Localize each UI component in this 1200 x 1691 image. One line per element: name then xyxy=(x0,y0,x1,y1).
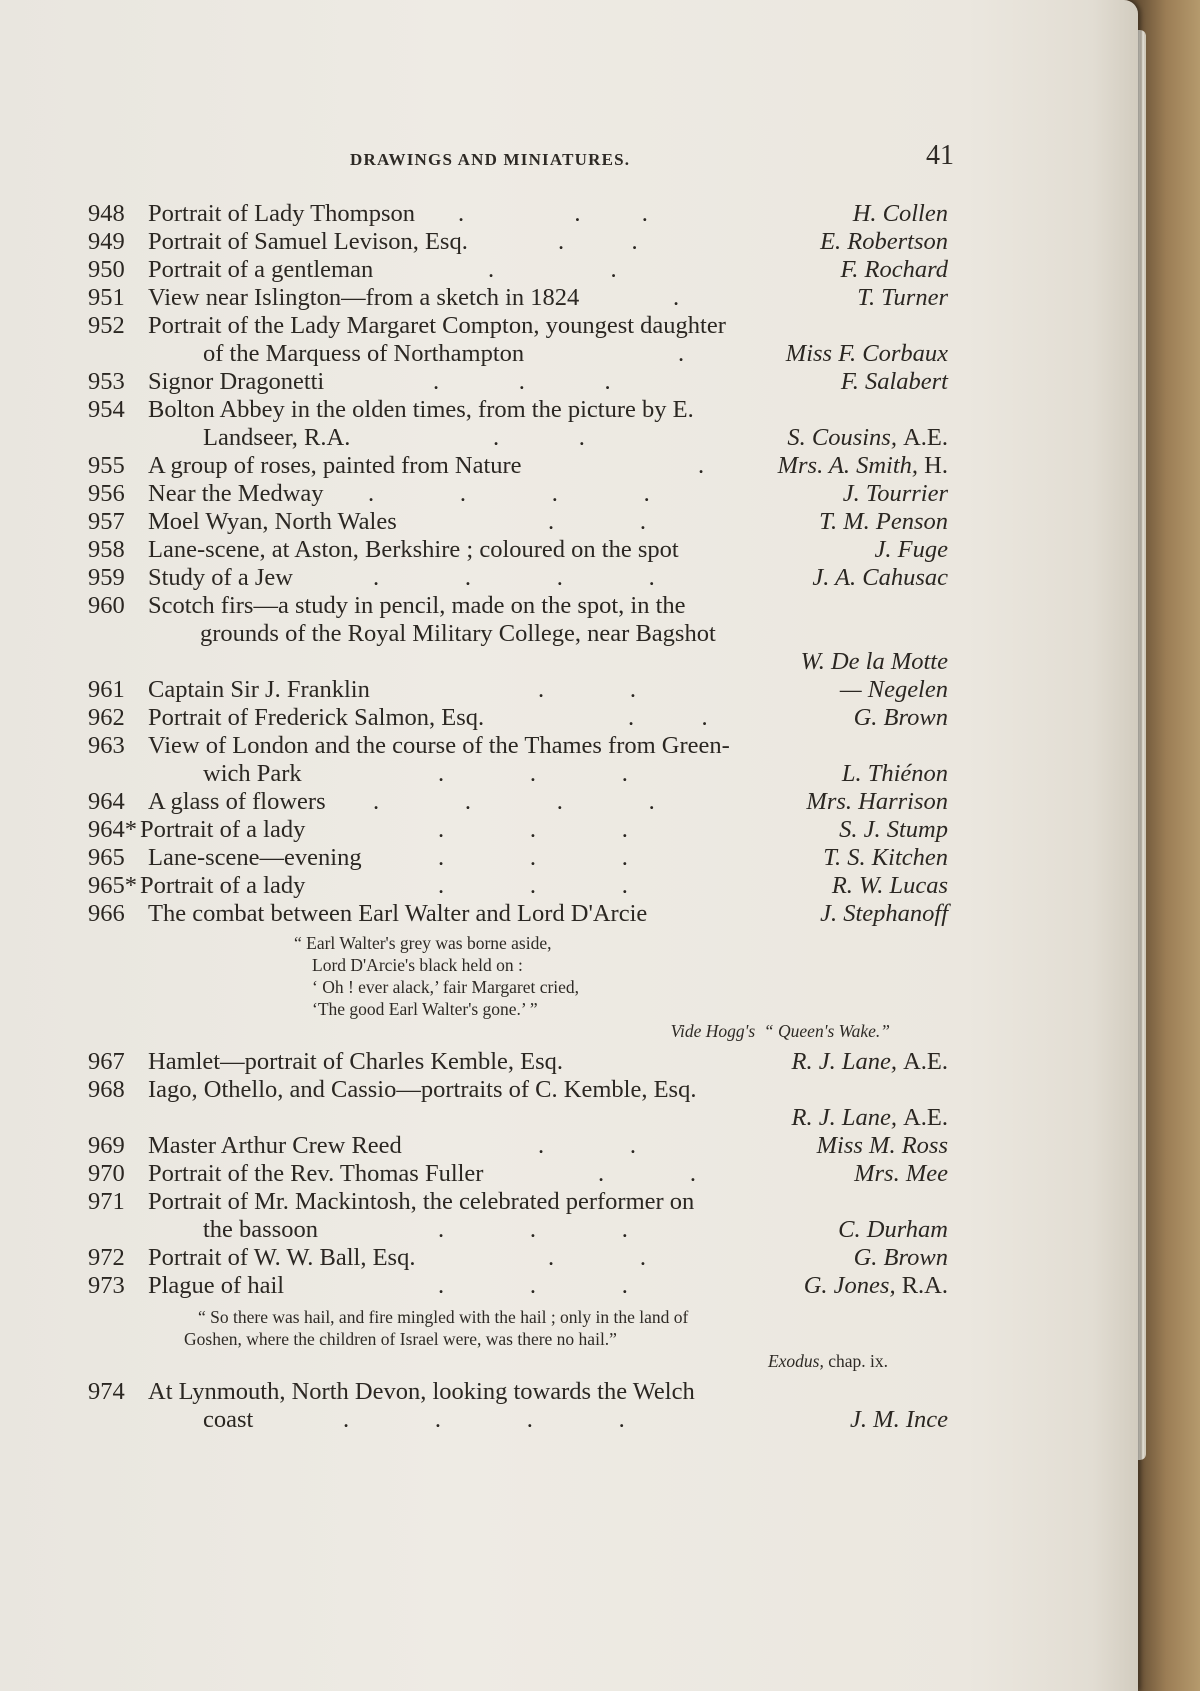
catalogue-entry xyxy=(88,872,948,900)
entry-artist: G. Jones, R.A. xyxy=(803,1272,948,1299)
entry-number: 964* xyxy=(88,816,137,843)
entry-number: 965* xyxy=(88,872,137,899)
entry-number: 952 xyxy=(88,312,125,339)
catalogue-entry xyxy=(88,284,948,312)
catalogue-entry xyxy=(88,788,948,816)
leader-dots: . xyxy=(698,452,705,479)
entry-title: Plague of hail xyxy=(148,1272,285,1299)
quote-line: “ Earl Walter's grey was borne aside, xyxy=(294,933,552,953)
scripture-quotation xyxy=(88,1306,948,1372)
catalogue-entry xyxy=(88,704,948,732)
entry-artist: S. J. Stump xyxy=(839,816,948,843)
entry-title: The combat between Earl Walter and Lord D'Arcie xyxy=(148,900,648,927)
entry-number: 964 xyxy=(88,788,125,815)
leader-dots: . . . xyxy=(458,200,648,227)
entry-artist: W. De la Motte xyxy=(800,648,948,675)
catalogue-entry xyxy=(88,844,948,872)
leader-dots: . . . xyxy=(433,368,611,395)
entry-title: Study of a Jew xyxy=(148,564,293,591)
catalogue-entry xyxy=(88,1076,948,1132)
entry-artist: Mrs. Harrison xyxy=(806,788,948,815)
entry-number: 955 xyxy=(88,452,125,479)
leader-dots: . . . . xyxy=(373,788,655,815)
entry-number: 958 xyxy=(88,536,125,563)
entry-artist: E. Robertson xyxy=(820,228,948,255)
catalogue-entry xyxy=(88,312,948,368)
entry-artist: R. W. Lucas xyxy=(831,872,948,899)
leader-dots: . . . xyxy=(438,844,628,871)
entry-number: 957 xyxy=(88,508,125,535)
entry-title: Signor Dragonetti xyxy=(148,368,325,395)
leader-dots: . . . xyxy=(438,760,628,787)
entry-title-continued: of the Marquess of Northampton xyxy=(203,340,525,367)
entry-title-continued: the bassoon xyxy=(203,1216,318,1243)
entry-title: A glass of flowers xyxy=(148,788,326,815)
entry-number: 969 xyxy=(88,1132,125,1159)
leader-dots: . . xyxy=(548,508,646,535)
leader-dots: . . . xyxy=(438,1216,628,1243)
catalogue-entry xyxy=(88,1160,948,1188)
catalogue-entry xyxy=(88,732,948,788)
entry-number: 959 xyxy=(88,564,125,591)
leader-dots: . . xyxy=(598,1160,696,1187)
entry-number: 966 xyxy=(88,900,125,927)
leader-dots: . . xyxy=(548,1244,646,1271)
catalogue-entry xyxy=(88,1272,948,1300)
entry-title: A group of roses, painted from Nature xyxy=(148,452,522,479)
quote-line: ‘The good Earl Walter's gone.’ ” xyxy=(312,999,538,1019)
entry-artist: H. Collen xyxy=(852,200,948,227)
entry-title: Master Arthur Crew Reed xyxy=(148,1132,402,1159)
leader-dots: . . . . xyxy=(368,480,650,507)
entry-title: Portrait of Samuel Levison, Esq. xyxy=(148,228,468,255)
entry-title-continued: wich Park xyxy=(203,760,302,787)
catalogue-entry xyxy=(88,508,948,536)
catalogue-entry xyxy=(88,592,948,676)
catalogue-entry xyxy=(88,368,948,396)
entry-number: 954 xyxy=(88,396,125,423)
catalogue-entry xyxy=(88,396,948,452)
entry-title: Scotch firs—a study in pencil, made on the spot, in the xyxy=(148,592,686,619)
quote-line: Lord D'Arcie's black held on : xyxy=(312,955,523,975)
entry-number: 973 xyxy=(88,1272,125,1299)
running-title: DRAWINGS AND MINIATURES. xyxy=(350,150,631,169)
leader-dots: . . xyxy=(628,704,708,731)
entry-number: 960 xyxy=(88,592,125,619)
entry-artist: F. Rochard xyxy=(840,256,948,283)
catalogue-entry xyxy=(88,452,948,480)
entry-artist: Miss M. Ross xyxy=(816,1132,948,1159)
leader-dots: . . . xyxy=(438,816,628,843)
entry-title: Portrait of W. W. Ball, Esq. xyxy=(148,1244,416,1271)
quote-attribution: Vide Hogg's “ Queen's Wake.” xyxy=(670,1021,890,1041)
page-header xyxy=(88,140,954,180)
entry-title: Captain Sir J. Franklin xyxy=(148,676,370,703)
entry-artist: G. Brown xyxy=(853,1244,948,1271)
entry-number: 965 xyxy=(88,844,125,871)
entry-title: At Lynmouth, North Devon, looking towards the Welch xyxy=(148,1378,695,1405)
entry-number: 951 xyxy=(88,284,125,311)
leader-dots: . . . xyxy=(438,872,628,899)
entry-artist: J. M. Ince xyxy=(850,1406,948,1433)
entry-title: Portrait of the Rev. Thomas Fuller xyxy=(148,1160,484,1187)
catalogue-entry xyxy=(88,1244,948,1272)
entry-title: Iago, Othello, and Cassio—portraits of C. Kemble, Esq. xyxy=(148,1076,697,1103)
entry-artist: Mrs. Mee xyxy=(854,1160,948,1187)
entry-title: Bolton Abbey in the olden times, from the picture by E. xyxy=(148,396,694,423)
quote-line: “ So there was hail, and fire mingled with the hail ; only in the land of xyxy=(198,1307,689,1327)
entry-artist: J. Stephanoff xyxy=(820,900,948,927)
entry-artist: S. Cousins, A.E. xyxy=(787,424,948,451)
leader-dots: . . xyxy=(538,676,636,703)
entry-number: 967 xyxy=(88,1048,125,1075)
catalogue-entry xyxy=(88,900,948,928)
catalogue-entry xyxy=(88,200,948,228)
entry-artist: J. Fuge xyxy=(874,536,948,563)
entry-number: 972 xyxy=(88,1244,125,1271)
entry-artist: J. Tourrier xyxy=(842,480,948,507)
entry-number: 953 xyxy=(88,368,125,395)
page-number: 41 xyxy=(926,140,954,171)
entry-title: Lane-scene—evening xyxy=(148,844,362,871)
entry-title: View near Islington—from a sketch in 1824 xyxy=(148,284,580,311)
entry-number: 950 xyxy=(88,256,125,283)
entry-artist: L. Thiénon xyxy=(841,760,948,787)
leader-dots: . . . . xyxy=(343,1406,625,1433)
entry-title: Portrait of a lady xyxy=(140,816,306,843)
leader-dots: . xyxy=(673,284,680,311)
entry-number: 968 xyxy=(88,1076,125,1103)
leader-dots: . . xyxy=(538,1132,636,1159)
quote-line: Goshen, where the children of Israel were, was there no hail.” xyxy=(184,1329,617,1349)
entry-title-continued: Landseer, R.A. xyxy=(203,424,351,451)
entry-number: 961 xyxy=(88,676,125,703)
catalogue-entry xyxy=(88,536,948,564)
entry-title: Portrait of a gentleman xyxy=(148,256,374,283)
catalogue-entry xyxy=(88,1188,948,1244)
catalogue-entries xyxy=(88,200,948,1434)
leader-dots: . xyxy=(678,340,685,367)
entry-artist: Mrs. A. Smith, H. xyxy=(777,452,948,479)
leader-dots: . . . . xyxy=(373,564,655,591)
entry-number: 948 xyxy=(88,200,125,227)
entry-artist: G. Brown xyxy=(853,704,948,731)
catalogue-entry xyxy=(88,676,948,704)
leader-dots: . . xyxy=(488,256,617,283)
entry-artist: Miss F. Corbaux xyxy=(785,340,948,367)
catalogue-entry xyxy=(88,564,948,592)
entry-title: Near the Medway xyxy=(148,480,324,507)
entry-title: View of London and the course of the Thames from Green- xyxy=(148,732,730,759)
entry-number: 971 xyxy=(88,1188,125,1215)
entry-artist: T. M. Penson xyxy=(819,508,948,535)
catalogue-entry xyxy=(88,1132,948,1160)
entry-title: Lane-scene, at Aston, Berkshire ; coloured on the spot xyxy=(148,536,679,563)
entry-title: Portrait of a lady xyxy=(140,872,306,899)
catalogue-entry xyxy=(88,480,948,508)
leader-dots: . . xyxy=(558,228,638,255)
entry-artist: — Negelen xyxy=(839,676,948,703)
entry-artist: C. Durham xyxy=(838,1216,948,1243)
catalogue-entry xyxy=(88,1048,948,1076)
entry-title: Portrait of Frederick Salmon, Esq. xyxy=(148,704,485,731)
entry-title: Portrait of the Lady Margaret Compton, youngest daughter xyxy=(148,312,726,339)
entry-title: Moel Wyan, North Wales xyxy=(148,508,397,535)
entry-title: Portrait of Lady Thompson xyxy=(148,200,415,227)
entry-artist: R. J. Lane, A.E. xyxy=(791,1048,948,1075)
entry-title-continued: coast xyxy=(203,1406,254,1433)
leader-dots: . . . xyxy=(438,1272,628,1299)
quote-line: ‘ Oh ! ever alack,’ fair Margaret cried, xyxy=(312,977,580,997)
quote-attribution: Exodus, chap. ix. xyxy=(767,1351,888,1371)
entry-number: 956 xyxy=(88,480,125,507)
catalogue-entry xyxy=(88,228,948,256)
entry-artist: F. Salabert xyxy=(840,368,948,395)
entry-number: 974 xyxy=(88,1378,125,1405)
entry-number: 949 xyxy=(88,228,125,255)
entry-number: 963 xyxy=(88,732,125,759)
entry-title: Portrait of Mr. Mackintosh, the celebrated performer on xyxy=(148,1188,695,1215)
catalogue-entry xyxy=(88,816,948,844)
entry-artist: T. S. Kitchen xyxy=(823,844,948,871)
verse-quotation xyxy=(88,932,948,1042)
entry-number: 962 xyxy=(88,704,125,731)
leader-dots: . . xyxy=(493,424,585,451)
catalogue-entry xyxy=(88,1378,948,1434)
entry-artist: J. A. Cahusac xyxy=(812,564,948,591)
entry-number: 970 xyxy=(88,1160,125,1187)
entry-title-continued: grounds of the Royal Military College, near Bagshot xyxy=(200,620,716,647)
catalogue-entry xyxy=(88,256,948,284)
entry-artist: R. J. Lane, A.E. xyxy=(791,1104,948,1131)
entry-title: Hamlet—portrait of Charles Kemble, Esq. xyxy=(148,1048,564,1075)
entry-artist: T. Turner xyxy=(857,284,948,311)
